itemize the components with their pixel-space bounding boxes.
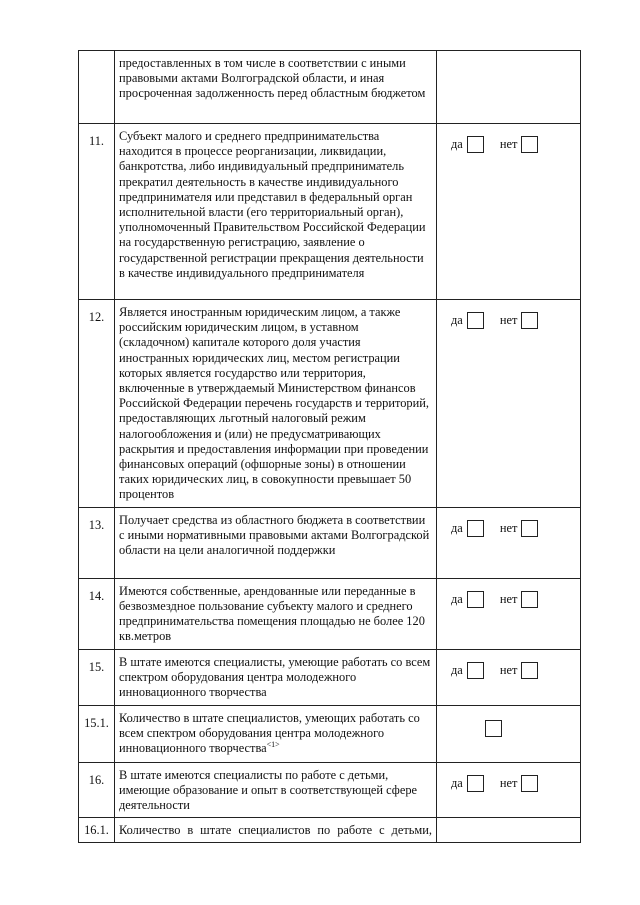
yes-checkbox[interactable]: [467, 662, 484, 679]
no-label: нет: [499, 662, 518, 677]
no-checkbox[interactable]: [521, 136, 538, 153]
row-number: 14.: [79, 578, 115, 649]
answer-cell: [437, 818, 581, 843]
no-label: нет: [499, 136, 518, 151]
row-text: Количество в штате специалистов по работе с детьми,: [115, 818, 437, 843]
row-number: 15.: [79, 649, 115, 705]
row-number: 16.: [79, 762, 115, 818]
table-row: [79, 649, 581, 705]
row-text: Субъект малого и среднего предпринимательства находится в процессе реорганизации, ликвидации, банкротства, либо индивидуальный предприниматель прекратил деятельность в качестве индивидуального предпринимателя или представил в федеральный орган исполнительной власти (его территориальный орган), уполномоченный Правительством Российской Федерации на государственную регистрацию, заявление о государственной регистрации прекращения деятельности в качестве индивидуального предпринимателя: [115, 124, 437, 300]
yes-checkbox[interactable]: [467, 520, 484, 537]
row-text: Получает средства из областного бюджета в соответствии с иными нормативными правовыми актами Волгоградской области на цели аналогичной поддержки: [115, 507, 437, 578]
row-number: 13.: [79, 507, 115, 578]
table-row: [79, 51, 581, 124]
table-row: [79, 124, 581, 300]
table-row: [79, 507, 581, 578]
no-label: нет: [499, 520, 518, 535]
yes-label: да: [451, 520, 463, 535]
yes-checkbox[interactable]: [467, 136, 484, 153]
table-row: [79, 300, 581, 508]
answer-cell: [437, 300, 581, 508]
row-number: 12.: [79, 300, 115, 508]
no-checkbox[interactable]: [521, 312, 538, 329]
row-text: Является иностранным юридическим лицом, а также российским юридическим лицом, в уставном (складочном) капитале которого доля участия иностранных юридических лиц, местом регистрации которых является государство или территория, включенные в утверждаемый Министерством финансов Российской Федерации перечень государств и территорий, предоставляющих льготный налоговый режим налогообложения и (или) не предусматривающих раскрытия и предоставления информации при проведении финансовых операций (офшорные зоны) в отношении таких юридических лиц, в совокупности превышает 50 процентов: [115, 300, 437, 508]
no-checkbox[interactable]: [521, 591, 538, 608]
row-text: Имеются собственные, арендованные или переданные в безвозмездное пользование субъекту малого и среднего предпринимательства помещения площадью не более 120 кв.метров: [115, 578, 437, 649]
yes-checkbox[interactable]: [467, 312, 484, 329]
row-text-body: Количество в штате специалистов, умеющих работать со всем спектром оборудования центра молодежного инновационного творчества: [119, 710, 420, 756]
row-text: предоставленных в том числе в соответствии с иными правовыми актами Волгоградской области, и иная просроченная задолженность перед областным бюджетом: [115, 51, 437, 124]
no-checkbox[interactable]: [521, 775, 538, 792]
no-label: нет: [499, 312, 518, 327]
footnote-mark: <1>: [266, 739, 280, 749]
count-input-box[interactable]: [485, 720, 502, 737]
answer-cell: [437, 51, 581, 124]
row-text: В штате имеются специалисты, умеющие работать со всем спектром оборудования центра молодежного инновационного творчества: [115, 649, 437, 705]
yes-label: да: [451, 662, 463, 677]
answer-cell: [437, 762, 581, 818]
row-number: [79, 51, 115, 124]
row-text: В штате имеются специалисты по работе с детьми, имеющие образование и опыт в соответствующей сфере деятельности: [115, 762, 437, 818]
row-number: 15.1.: [79, 705, 115, 762]
answer-cell: [437, 705, 581, 762]
no-checkbox[interactable]: [521, 662, 538, 679]
table-row: [79, 705, 581, 762]
row-number: 11.: [79, 124, 115, 300]
table-row: [79, 762, 581, 818]
no-checkbox[interactable]: [521, 520, 538, 537]
yes-checkbox[interactable]: [467, 591, 484, 608]
row-number: 16.1.: [79, 818, 115, 843]
answer-cell: [437, 124, 581, 300]
yes-label: да: [451, 312, 463, 327]
table-row: [79, 818, 581, 843]
no-label: нет: [499, 591, 518, 606]
row-text: [115, 705, 437, 762]
answer-cell: [437, 578, 581, 649]
table-row: [79, 578, 581, 649]
no-label: нет: [499, 775, 518, 790]
answer-cell: [437, 507, 581, 578]
yes-checkbox[interactable]: [467, 775, 484, 792]
answer-cell: [437, 649, 581, 705]
yes-label: да: [451, 591, 463, 606]
yes-label: да: [451, 136, 463, 151]
questionnaire-table: [78, 50, 581, 843]
yes-label: да: [451, 775, 463, 790]
